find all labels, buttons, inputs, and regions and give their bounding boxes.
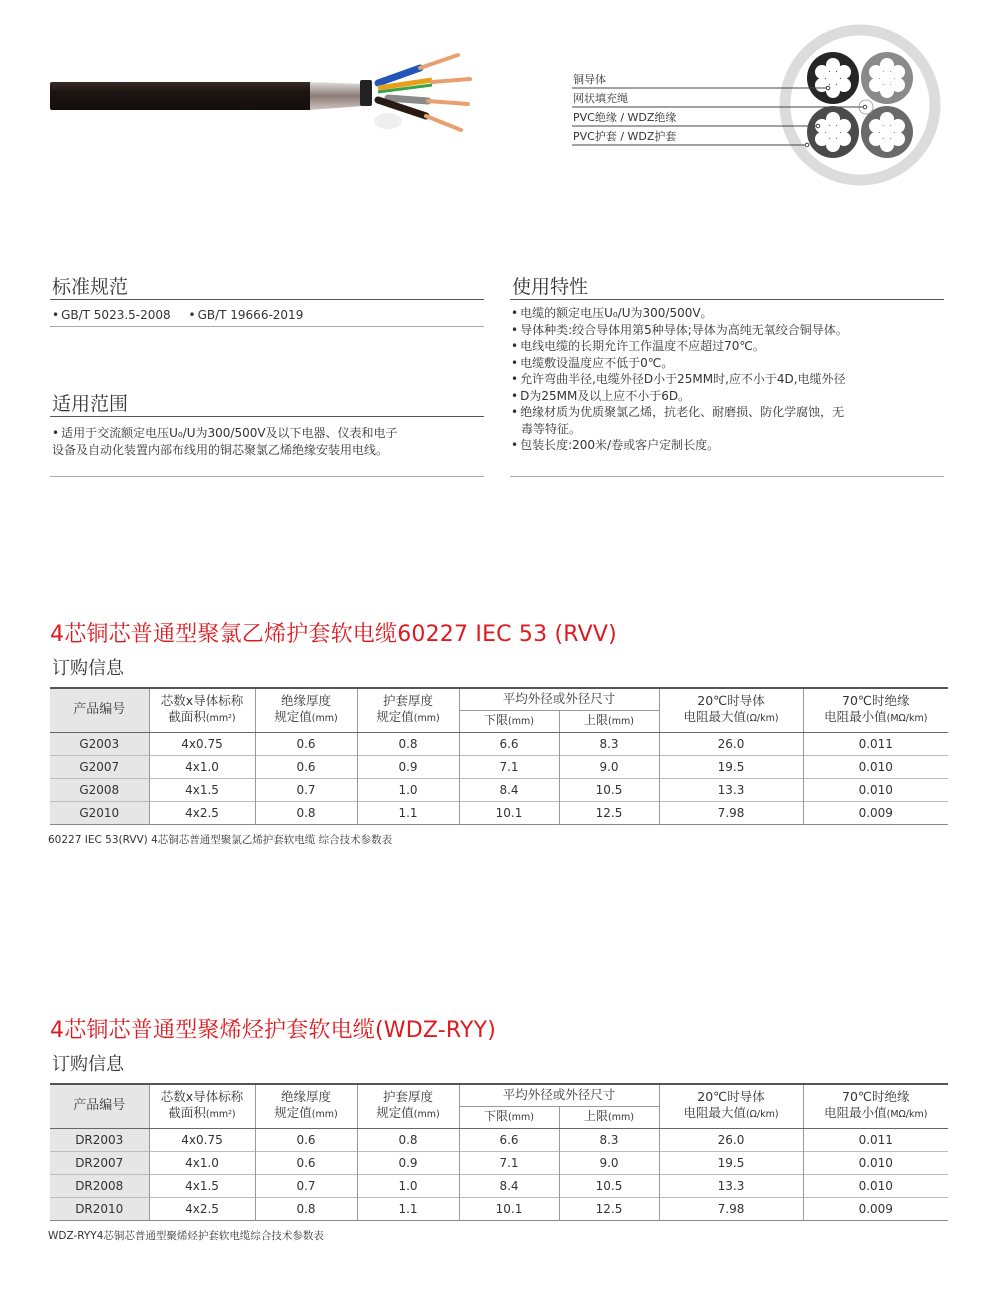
table-row [50, 1128, 948, 1151]
cell: 19.5 [659, 1151, 803, 1174]
cell-product-id: DR2008 [50, 1174, 149, 1197]
cell: 0.6 [255, 1151, 357, 1174]
cell: 0.8 [357, 732, 459, 755]
cell: 10.5 [559, 1174, 659, 1197]
header-conductor-resistance: 20℃时导体 电阻最大值(Ω/km) [659, 688, 803, 732]
divider [50, 476, 484, 477]
cell: 26.0 [659, 732, 803, 755]
header-insulation-resistance: 70℃时绝缘 电阻最小值(MΩ/km) [803, 688, 948, 732]
cell: 13.3 [659, 778, 803, 801]
cell: 1.0 [357, 1174, 459, 1197]
scope-line: • 适用于交流额定电压U₀/U为300/500V及以下电器、仪表和电子 [52, 425, 492, 442]
cell: 1.1 [357, 1197, 459, 1220]
cell: 10.5 [559, 778, 659, 801]
feature-item: • 绝缘材质为优质聚氯乙烯，抗老化、耐磨损、防化学腐蚀，无 [511, 404, 951, 421]
product-title-rvv: 4芯铜芯普通型聚氯乙烯护套软电缆60227 IEC 53 (RVV) [50, 622, 617, 647]
cell: 0.9 [357, 755, 459, 778]
cell: 0.010 [803, 1174, 948, 1197]
divider [510, 299, 944, 300]
legend-filler-rope: 网状填充绳 [573, 92, 628, 105]
cell: 6.6 [459, 1128, 559, 1151]
header-od-upper: 上限(mm) [559, 1106, 659, 1128]
cell: 8.3 [559, 1128, 659, 1151]
header-outer-diameter: 平均外径或外径尺寸 [459, 1084, 659, 1106]
standard-item: • GB/T 19666-2019 [188, 308, 303, 322]
divider [50, 326, 484, 327]
cell: 10.1 [459, 801, 559, 824]
cell: 9.0 [559, 1151, 659, 1174]
cell-product-id: G2010 [50, 801, 149, 824]
table-caption-rvv: 60227 IEC 53(RVV) 4芯铜芯普通型聚氯乙烯护套软电缆 综合技术参数表 [48, 834, 393, 846]
cell: 0.7 [255, 778, 357, 801]
feature-item: • 允许弯曲半径,电缆外径D小于25MM时,应不小于4D,电缆外径 [511, 371, 951, 388]
scope-line: 设备及自动化装置内部布线用的铜芯聚氯乙烯绝缘安装用电线。 [52, 442, 389, 457]
cell: 26.0 [659, 1128, 803, 1151]
cell: 13.3 [659, 1174, 803, 1197]
cell: 0.7 [255, 1174, 357, 1197]
legend-sheath: PVC护套 / WDZ护套 [573, 130, 677, 143]
cell: 4x2.5 [149, 1197, 255, 1220]
feature-item: • 电线电缆的长期允许工作温度不应超过70℃。 [511, 338, 951, 355]
standards-title: 标准规范 [52, 276, 129, 298]
cell: 1.1 [357, 801, 459, 824]
cell-product-id: G2008 [50, 778, 149, 801]
cell: 0.009 [803, 1197, 948, 1220]
features-list [511, 305, 951, 454]
cell: 7.1 [459, 755, 559, 778]
cell: 0.6 [255, 1128, 357, 1151]
order-info-title: 订购信息 [52, 658, 124, 679]
scope-text [52, 425, 492, 458]
feature-item-continuation: 毒等特征。 [521, 421, 582, 436]
cell: 7.98 [659, 1197, 803, 1220]
legend-copper-conductor: 铜导体 [573, 73, 606, 86]
feature-item: • 电缆敷设温度应不低于0℃。 [511, 355, 951, 372]
cell: 0.8 [255, 801, 357, 824]
header-sheath-thickness: 护套厚度 规定值(mm) [357, 688, 459, 732]
cell: 0.011 [803, 732, 948, 755]
cell: 0.6 [255, 732, 357, 755]
standards-list [52, 307, 303, 324]
cell: 8.3 [559, 732, 659, 755]
cell-product-id: DR2003 [50, 1128, 149, 1151]
cell: 0.6 [255, 755, 357, 778]
cell: 4x1.5 [149, 1174, 255, 1197]
feature-item: • 包装长度:200米/卷或客户定制长度。 [511, 437, 951, 454]
header-cross-section: 芯数x导体标称 截面积(mm²) [149, 1084, 255, 1128]
divider [510, 476, 944, 477]
divider [50, 299, 484, 300]
cell: 0.8 [357, 1128, 459, 1151]
spec-table-wdz-ryy [50, 1083, 948, 1221]
cell-product-id: DR2010 [50, 1197, 149, 1220]
cell: 0.011 [803, 1128, 948, 1151]
feature-item: • 电缆的额定电压U₀/U为300/500V。 [511, 305, 951, 322]
cell-product-id: G2003 [50, 732, 149, 755]
header-od-lower: 下限(mm) [459, 1106, 559, 1128]
header-outer-diameter: 平均外径或外径尺寸 [459, 688, 659, 710]
cell: 4x1.0 [149, 1151, 255, 1174]
cell: 6.6 [459, 732, 559, 755]
cell-product-id: DR2007 [50, 1151, 149, 1174]
table-row [50, 755, 948, 778]
cell: 0.010 [803, 1151, 948, 1174]
header-insulation-thickness: 绝缘厚度 规定值(mm) [255, 1084, 357, 1128]
header-sheath-thickness: 护套厚度 规定值(mm) [357, 1084, 459, 1128]
header-conductor-resistance: 20℃时导体 电阻最大值(Ω/km) [659, 1084, 803, 1128]
cell: 1.0 [357, 778, 459, 801]
cell: 0.009 [803, 801, 948, 824]
header-od-upper: 上限(mm) [559, 710, 659, 732]
feature-item: • D为25MM及以上应不小于6D。 [511, 388, 951, 405]
cell: 7.1 [459, 1151, 559, 1174]
header-insulation-thickness: 绝缘厚度 规定值(mm) [255, 688, 357, 732]
header-od-lower: 下限(mm) [459, 710, 559, 732]
cell: 7.98 [659, 801, 803, 824]
cell: 8.4 [459, 778, 559, 801]
divider [50, 416, 484, 417]
cell: 4x0.75 [149, 732, 255, 755]
features-title: 使用特性 [512, 276, 589, 298]
cell: 0.8 [255, 1197, 357, 1220]
scope-title: 适用范围 [52, 393, 129, 415]
order-info-title: 订购信息 [52, 1054, 124, 1075]
cell: 12.5 [559, 801, 659, 824]
cell: 4x2.5 [149, 801, 255, 824]
cell: 19.5 [659, 755, 803, 778]
table-row [50, 801, 948, 824]
cell: 4x1.5 [149, 778, 255, 801]
table-row [50, 1197, 948, 1220]
cell: 9.0 [559, 755, 659, 778]
header-cross-section: 芯数x导体标称 截面积(mm²) [149, 688, 255, 732]
cell: 8.4 [459, 1174, 559, 1197]
cell: 10.1 [459, 1197, 559, 1220]
table-row [50, 732, 948, 755]
cell-product-id: G2007 [50, 755, 149, 778]
cable-product-image [48, 48, 478, 143]
cell: 4x0.75 [149, 1128, 255, 1151]
standard-item: • GB/T 5023.5-2008 [52, 308, 171, 322]
header-product-id: 产品编号 [50, 688, 149, 732]
cell: 0.010 [803, 778, 948, 801]
cell: 4x1.0 [149, 755, 255, 778]
product-title-wdz-ryy: 4芯铜芯普通型聚烯烃护套软电缆(WDZ-RYY) [50, 1018, 497, 1043]
header-product-id: 产品编号 [50, 1084, 149, 1128]
table-row [50, 778, 948, 801]
table-caption-wdz-ryy: WDZ-RYY4芯铜芯普通型聚烯烃护套软电缆综合技术参数表 [48, 1230, 324, 1242]
legend-insulation: PVC绝缘 / WDZ绝缘 [573, 111, 677, 124]
feature-item: • 导体种类:绞合导体用第5种导体;导体为高纯无氧绞合铜导体。 [511, 322, 951, 339]
cell: 0.9 [357, 1151, 459, 1174]
header-insulation-resistance: 70℃时绝缘 电阻最小值(MΩ/km) [803, 1084, 948, 1128]
spec-table-rvv [50, 687, 948, 825]
cell: 12.5 [559, 1197, 659, 1220]
cell: 0.010 [803, 755, 948, 778]
table-row [50, 1151, 948, 1174]
table-row [50, 1174, 948, 1197]
